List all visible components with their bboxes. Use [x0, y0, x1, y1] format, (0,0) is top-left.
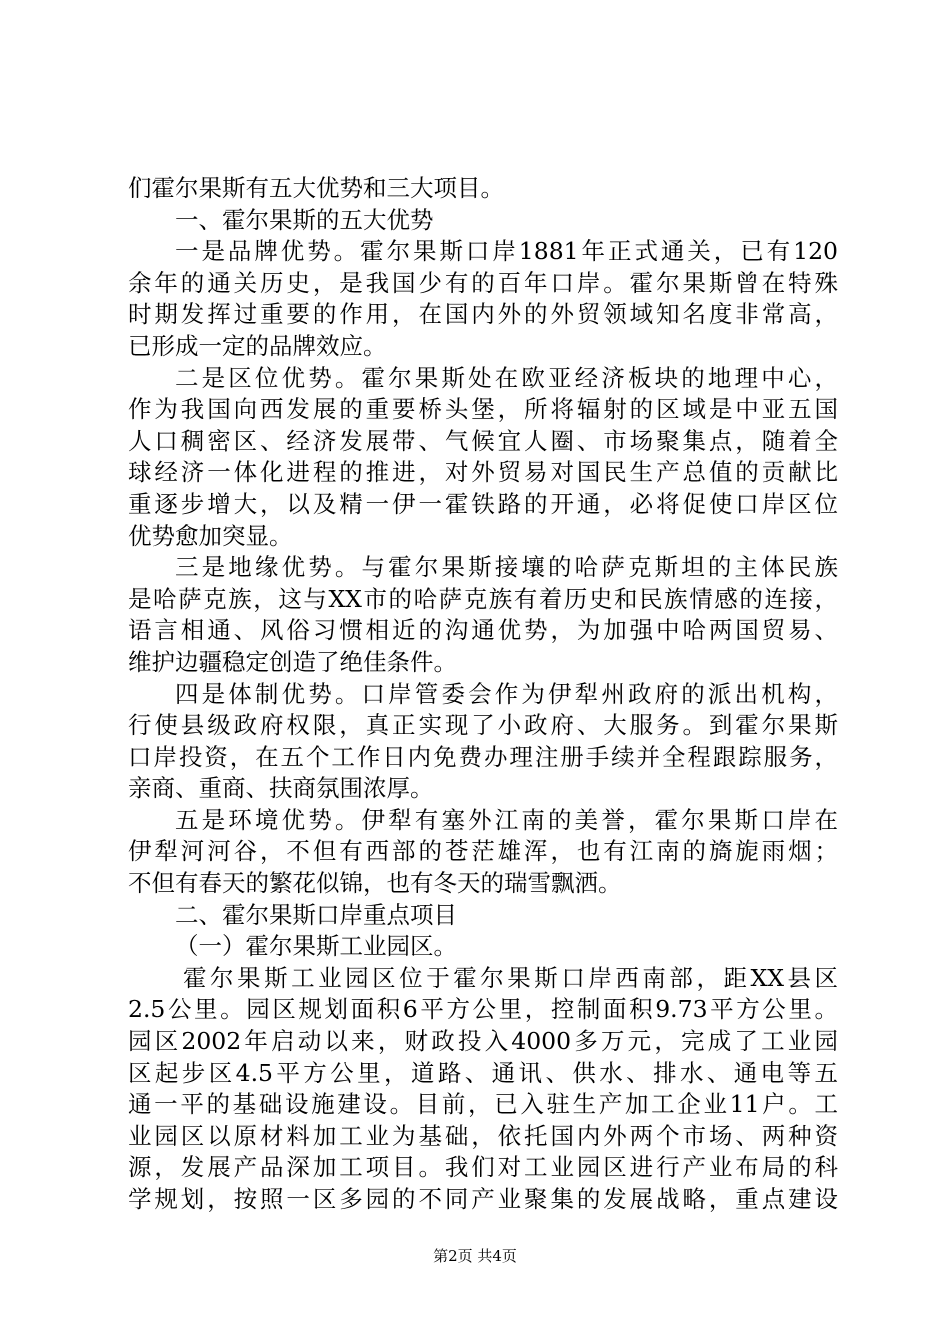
text-line: 维护边疆稳定创造了绝佳条件。: [128, 647, 457, 676]
section-heading: 二、霍尔果斯口岸重点项目: [175, 900, 457, 929]
text-line: 一是品牌优势。霍尔果斯口岸1881年正式通关，已有120: [175, 237, 838, 266]
subsection-heading: （一）霍尔果斯工业园区。: [175, 932, 457, 961]
text-line: 作为我国向西发展的重要桥头堡，所将辐射的区域是中亚五国: [128, 395, 838, 424]
section-heading: 一、霍尔果斯的五大优势: [175, 205, 434, 234]
text-line: 五是环境优势。伊犁有塞外江南的美誉，霍尔果斯口岸在: [175, 805, 838, 834]
text-line: 源，发展产品深加工项目。我们对工业园区进行产业布局的科: [128, 1153, 838, 1182]
text-line: 们霍尔果斯有五大优势和三大项目。: [128, 174, 504, 202]
document-body: [128, 173, 838, 1216]
text-line: 口岸投资，在五个工作日内免费办理注册手续并全程跟踪服务，: [128, 742, 838, 771]
text-line: 业园区以原材料加工业为基础，依托国内外两个市场、两种资: [128, 1121, 838, 1150]
text-line: 不但有春天的繁花似锦，也有冬天的瑞雪飘洒。: [128, 869, 622, 898]
text-line: 人口稠密区、经济发展带、气候宜人圈、市场聚集点，随着全: [128, 426, 838, 455]
text-line: 区起步区4.5平方公里，道路、通讯、供水、排水、通电等五: [128, 1058, 838, 1087]
text-line: 园区2002年启动以来，财政投入4000多万元，完成了工业园: [128, 1027, 838, 1056]
page-number-footer: 第2页 共4页: [433, 1247, 517, 1265]
text-line: 重逐步增大，以及精一伊一霍铁路的开通，必将促使口岸区位: [128, 489, 838, 518]
text-line: 2.5公里。园区规划面积6平方公里，控制面积9.73平方公里。: [128, 995, 838, 1024]
text-line: 行使县级政府权限，真正实现了小政府、大服务。到霍尔果斯: [128, 711, 838, 740]
text-line: 余年的通关历史，是我国少有的百年口岸。霍尔果斯曾在特殊: [128, 268, 838, 297]
text-line: 学规划，按照一区多园的不同产业聚集的发展战略，重点建设: [128, 1185, 838, 1213]
text-line: 时期发挥过重要的作用，在国内外的外贸领域知名度非常高，: [128, 300, 838, 329]
text-line: 通一平的基础设施建设。目前，已入驻生产加工企业11户。工: [128, 1090, 838, 1119]
text-line: 优势愈加突显。: [128, 521, 293, 550]
text-line: 是哈萨克族，这与XX市的哈萨克族有着历史和民族情感的连接，: [128, 584, 838, 613]
text-line: 二是区位优势。霍尔果斯处在欧亚经济板块的地理中心，: [175, 363, 838, 392]
text-line: 球经济一体化进程的推进，对外贸易对国民生产总值的贡献比: [128, 458, 838, 487]
text-line: 三是地缘优势。与霍尔果斯接壤的哈萨克斯坦的主体民族: [175, 553, 838, 582]
text-line: 亲商、重商、扶商氛围浓厚。: [128, 774, 434, 803]
text-line: 伊犁河河谷，不但有西部的苍茫雄浑，也有江南的旖旎雨烟；: [128, 837, 838, 866]
text-line: 已形成一定的品牌效应。: [128, 331, 387, 360]
text-line: 语言相通、风俗习惯相近的沟通优势，为加强中哈两国贸易、: [128, 616, 838, 645]
text-line: 霍尔果斯工业园区位于霍尔果斯口岸西南部，距XX县区: [183, 963, 838, 992]
text-line: 四是体制优势。口岸管委会作为伊犁州政府的派出机构，: [175, 679, 838, 708]
